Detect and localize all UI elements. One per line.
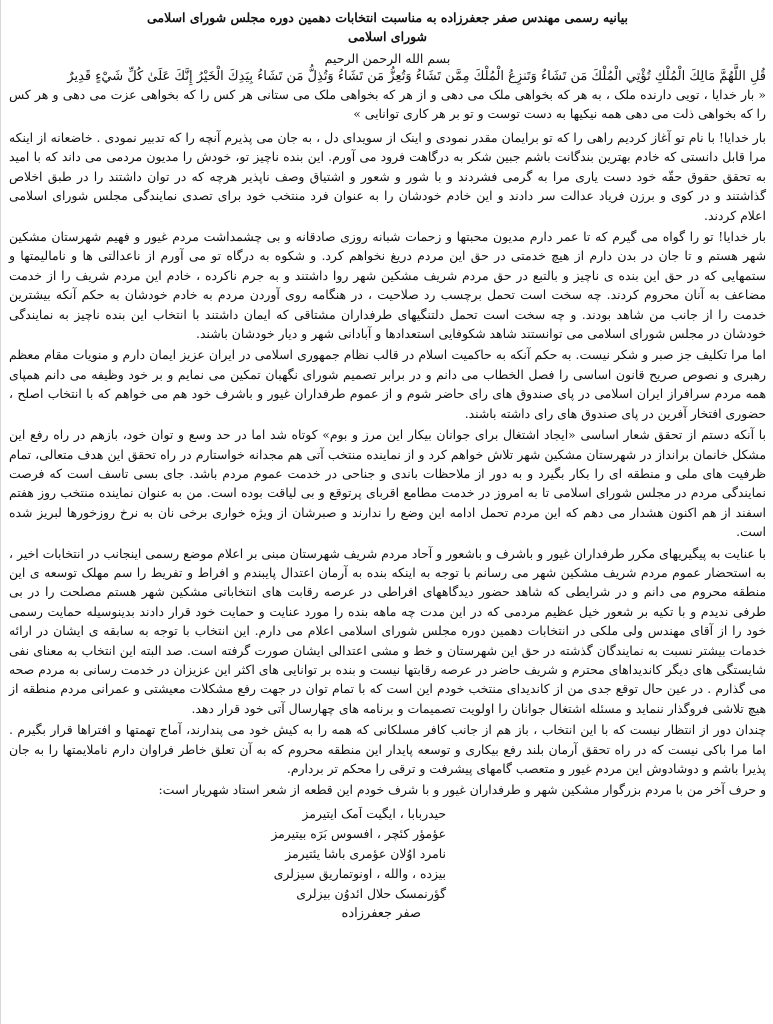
statement-title-line-1: بیانیه رسمی مهندس صفر جعفرزاده به مناسبت انتخابات دهمین دوره مجلس شورای اسلامی xyxy=(147,10,628,25)
poem-line: گؤرنمسک حلال ائدوُن بیزلری xyxy=(296,885,446,901)
signature-name: صفر جعفرزاده xyxy=(341,905,421,921)
statement-body xyxy=(9,8,766,924)
poem-line: بیزده ، والله ، اونوتماریق سیزلری xyxy=(273,865,446,881)
paragraph-patience-and-participation: اما مرا تکلیف جز صبر و شکر نیست. به حکم آنکه به حاکمیت اسلام در قالب نظام جمهوری اسلامی در ایران عزیز ایمان دارم و منویات مقام معظم رهبری و نصوص صریح قانون اساسی را فصل الخطاب می دانم و در برابر تصمیم شورای نگهبان تمکین می نمایم و بر خود وظیفه می دانم همپای همه مردم سرافراز ایران اسلامی در پای صندوق های رای حاضر شوم و از عموم طرفداران غیور و باشرف خود هم می خواهم که با انتخاب اصلح ، حضوری افتخار آفرین در پای صندوق های رای داشته باشند. xyxy=(9,347,766,421)
quran-verse: قُلِ اللَّهُمَّ مَالِكَ الْمُلْكِ تُؤْتِي الْمُلْكَ مَن تَشَاءُ وَتَنزِعُ الْمُلْكَ مِمَّن تَشَاءُ وَتُعِزُّ مَن تَشَاءُ وَتُذِلُّ مَن تَشَاءُ بِيَدِكَ الْخَيْرُ إِنَّكَ عَلَىٰ كُلِّ شَيْءٍ قَدِيرٌ xyxy=(67,69,766,84)
poem-line: حیدربابا ، ایگیت اَمک ایتیرمز xyxy=(302,805,446,821)
paragraph-opening-prayer: بار خدایا! با نام تو آغاز کردیم راهی را که تو برایمان مقدر نمودی و اینک از سویدای دل ، به جان می پذیرم آنچه را که تدبیر نمودی . خاضعانه از اینکه مرا قابل دانستی که خادم بهترین بندگانت باشم جبین شکر به درگاهت فرود می آورم. این بنده ناچیز تو، خودش را مدیون مردمی می داند که با امید به تحقق حقوق حقّه خود دست یاری مرا به گرمی فشردند و با شور و شعور و اشتیاق وصف ناپذیر هرچه که در توان داشتند را در طبق اخلاص گذاشتند و در کوی و برزن فریاد عدالت سر دادند و این خادم خودشان را به عنوان فرد منتخب خود برای تصدی نمایندگی مجلس شورای اسلامی اعلام کردند. xyxy=(9,130,766,223)
paragraph-employment-slogan: با آنکه دستم از تحقق شعار اساسی «ایجاد اشتغال برای جوانان بیکار این مرز و بوم» کوتاه شد اما در حد وسع و توان خود، بازهم در راه رفع این مشکل خانمان برانداز در شهرستان مشکین شهر تلاش خواهم کرد و از نماینده منتخب آتی هم مجدانه خواستارم در راه تحقق این هدف متعالی، تمام ظرفیت های ملی و منطقه ای را بکار بگیرد و به دور از ملاحظات باندی و جناحی در خدمت عموم مردم باشد. جای بسی تاسف است که فرصت نمایندگی مردم در مجلس شورای اسلامی تا به امروز در خدمت مطامع اقربای پرتوقع و بی لیاقت بوده است. من به عنوان نماینده منتخب روز هفتم اسفند از هم اکنون هشدار می دهم که این مردم تحمل ادامه این وضع را ندارند و صبرشان از ویژه خواری برخی نان به نرخ روزخورها لبریز شده است. xyxy=(9,427,767,540)
paragraph-final-word: و حرف آخر من با مردم بزرگوار مشکین شهر و طرفداران غیور و با شرف خودم این قطعه از شعر استاد شهریار است: xyxy=(158,782,766,798)
paragraph-gratitude-and-complaint: بار خدایا! تو را گواه می گیرم که تا عمر دارم مدیون محبتها و زحمات شبانه روزی صادقانه و بی چشمداشت مردم غیور و فهیم شهرستان مشکین شهر هستم و تا جان در بدن دارم از هیچ خدمتی در حق این مردم دریغ نخواهم کرد. و شکوه به درگاه تو می آورم از ناعدالتی ها و نامالیمتها و ستمهایی که در حق این بنده ی ناچیز و بالتبع در حق مردم شریف مشکین شهر روا داشتند و به جرم ناکرده ، خادم این مردم شریف را از خدمت مضاعف به آنان محروم کردند. چه سخت است تحمل برچسب رد صلاحیت ، در هنگامه روی آوردن مردم به خادم خودشان به حکم آنکه بیشترین خدمت را از جانب من شاهد بودند. و چه سخت است تحمل دلتنگیهای طرفداران مشتاقی که ایمان داشتند با انتخاب این بنده ناچیز به نمایندگی خودشان در مجلس شورای اسلامی می توانستند شاهد شکوفایی استعدادها و آبادانی شهر و دیار خودشان باشند. xyxy=(9,229,766,342)
poem-line: عؤمؤر کئچر ، افسوس بَرَه بیتیرمز xyxy=(271,825,446,841)
shahriar-poem xyxy=(9,804,766,904)
paragraph-accusations: چندان دور از انتظار نیست که با این انتخاب ، باز هم از جانب کافر مسلکانی که همه را به کیش خود می پندارند، آماج تهمتها و افتراها قرار بگیرم . اما مرا باکی نیست که در راه تحقق آرمان بلند رفع بیکاری و توسعه پایدار این منطقه محروم که به آن تعلق خاطر فراوان دارم ناملایمتها را به جان پذیرا باشم و دوشادوش این مردم غیور و متعصب گامهای پیشرفت و ترقی را محکم تر بردارم. xyxy=(9,722,766,776)
basmala: بسم الله الرحمن الرحیم xyxy=(324,51,451,66)
verse-translation: « بار خدایا ، تویی دارنده ملک ، به هر که بخواهی ملک می دهی و از هر که بخواهی ملک می ستانی هر کس را که بخواهی عزت می دهی و هر کس را که بخواهی ذلت می دهی همه نیکیها به دست توست و تو بر هر کاری توانایی » xyxy=(9,87,766,121)
paragraph-official-endorsement: با عنایت به پیگیریهای مکرر طرفداران غیور و باشرف و باشعور و آحاد مردم شریف شهرستان مبنی بر اعلام موضع رسمی اینجانب در انتخابات اخیر ، به استحضار عموم مردم شریف مشکین شهر می رسانم با توجه به اینکه بنده به آرمان اعتدال پایبندم و افراط و تفریط را سم مهلک توسعه ی این منطقه محروم می دانم و در شرایطی که شاهد حضور دیدگاههای افراطی در عرصه رقابت های انتخاباتی مشکین شهر هستم مصلحت را در بی طرفی ندیدم و با تکیه بر شعور خیل عظیم مردمی که در این مدت چه ماهه بنده را مورد عنایت و حمایت خود قرار دادند بدینوسیله حمایت رسمی خود را از آقای مهندس ولی ملکی در انتخابات دهمین دوره مجلس شورای اسلامی اعلام می دارم. این انتخاب با توجه به سابقه ی ایشان در ارائه خدمات بیشتر نسبت به نمایندگان گذشته در حق این شهرستان و خط و مشی اعتدالی ایشان صورت گرفته است. صد البته این انتخاب به معنای نفی شایستگی های دیگر کاندیداهای محترم و شریف حاضر در عرصه رقابتها نیست و بنده بر توانایی های اکثر این عزیزان در خدمت رسانی به مردم صحه می گذارم . در عین حال توقع جدی من از کاندیدای منتخب خودم این است که با تمام توان در جهت رفع مشکلات معیشتی و عمرانی مردم منطقه از هیچ تلاشی فروگذار ننماید و مسئله اشتغال جوانان را اولویت تصمیمات و برنامه های چهارسال آتی خود قرار دهد. xyxy=(9,545,766,716)
statement-title xyxy=(9,8,766,46)
poem-line: نامرد اوُلان عؤمری باشا یئتیرمز xyxy=(285,845,446,861)
statement-title-line-2: شورای اسلامی xyxy=(347,29,428,44)
